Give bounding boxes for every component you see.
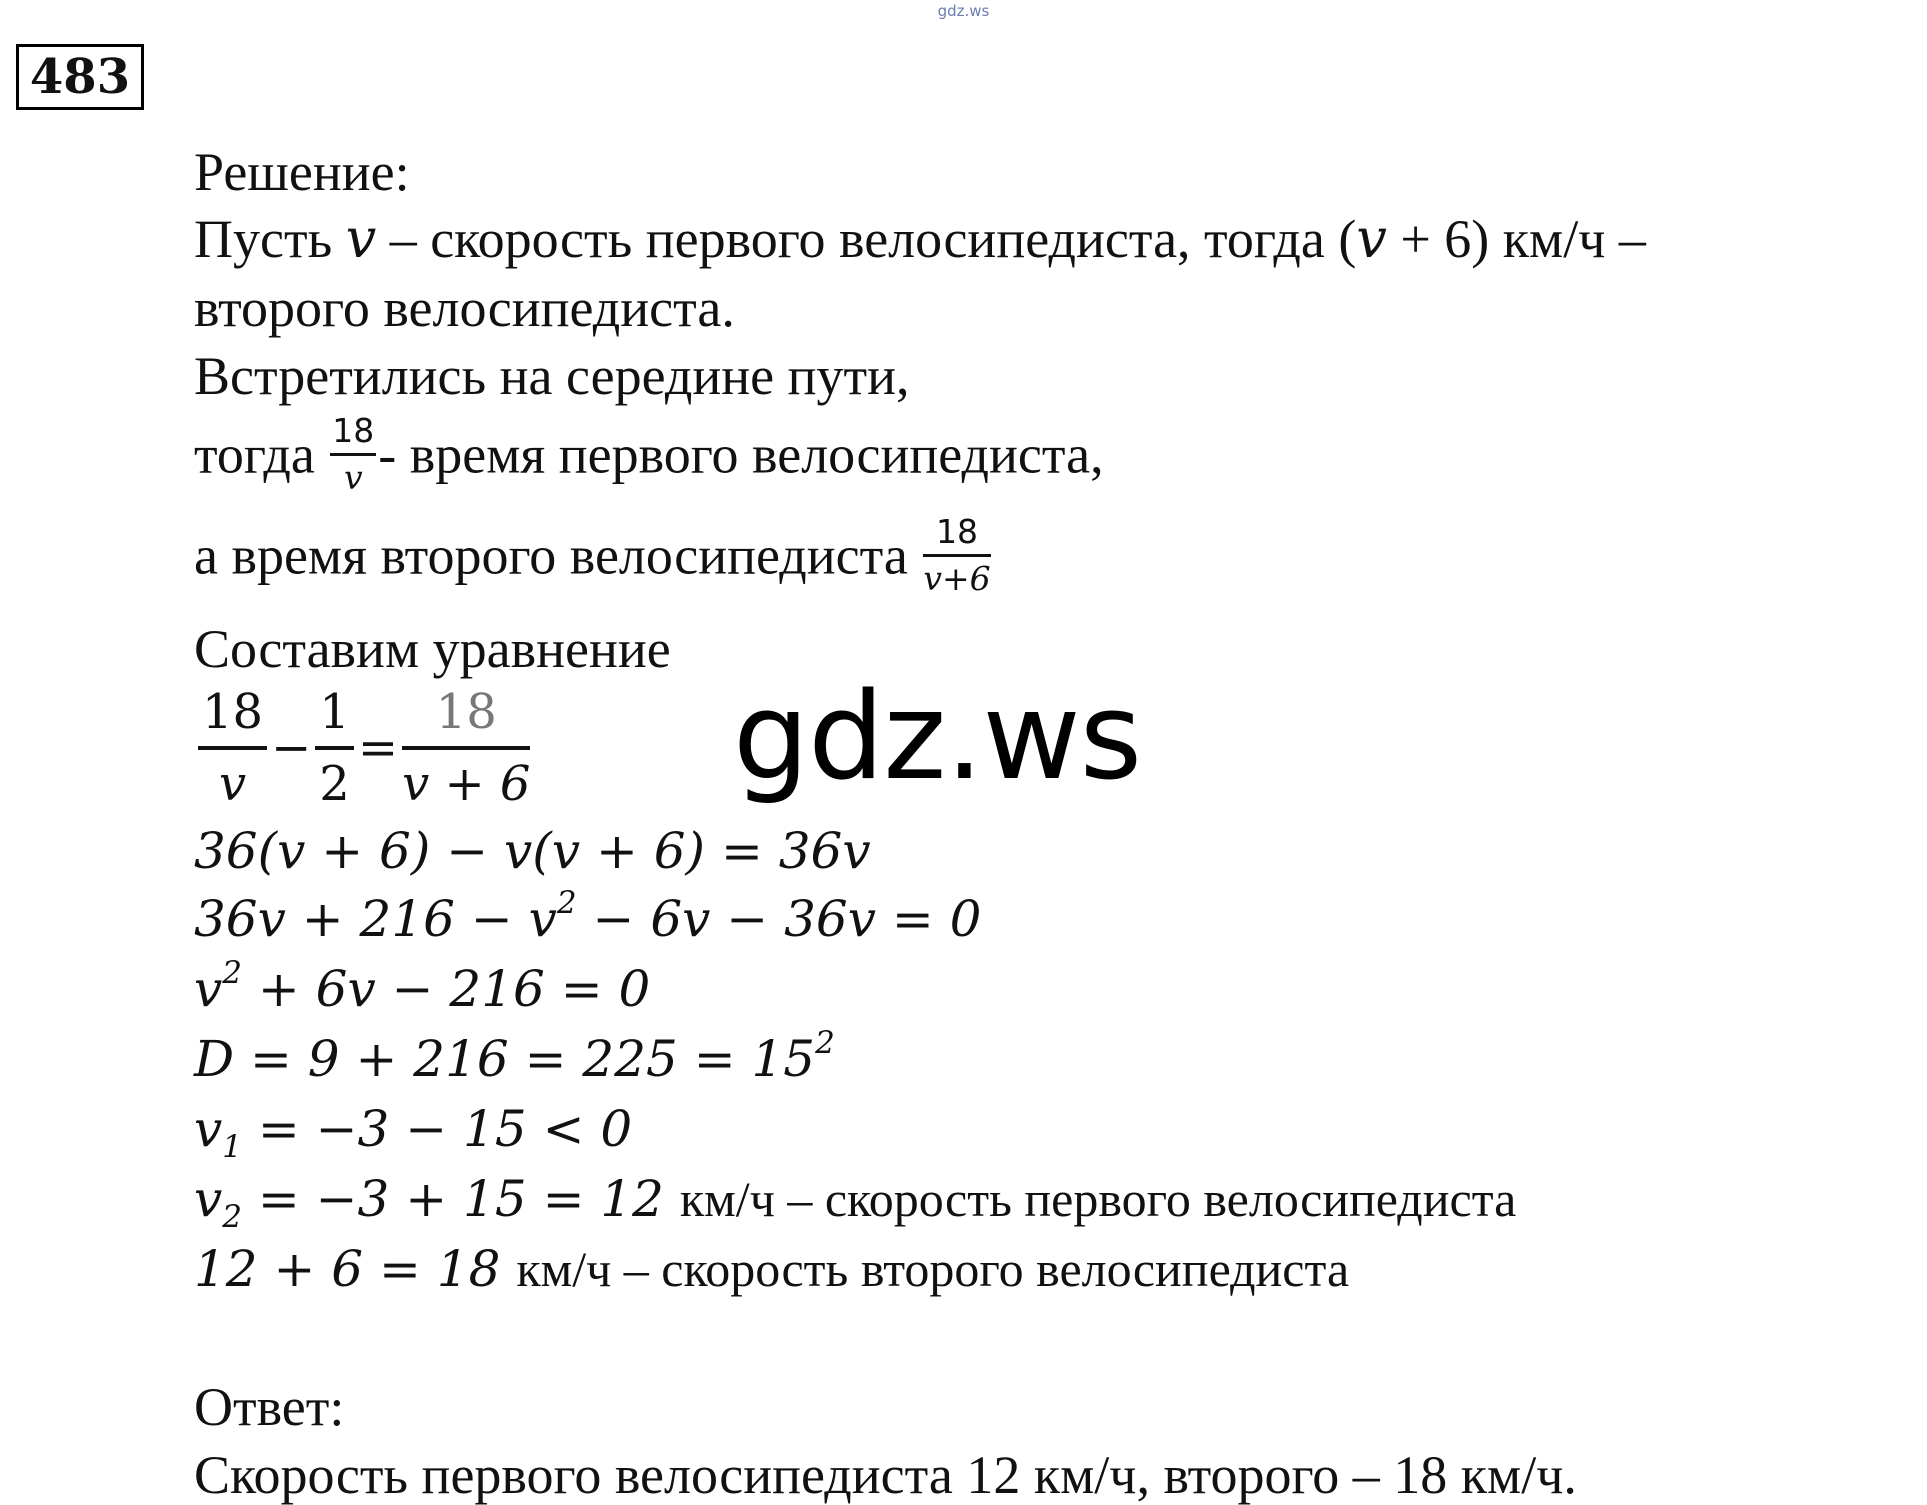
step-3 [194,954,651,1018]
subscript: 2 [222,1198,242,1235]
step-text: D = 9 + 216 = 225 = 15 [194,1030,816,1088]
fraction-18-over-v-plus-6 [402,682,530,814]
step-text: 36v + 216 − v [194,890,557,948]
variable-v: v [345,207,377,270]
fraction-1-over-2 [315,682,354,814]
exponent: 2 [815,1024,835,1061]
fraction-18-over-v [198,682,267,814]
answer-label: Ответ: [194,1377,345,1437]
intro-text: + 6) км/ч – [1386,209,1646,269]
subscript: 1 [222,1128,242,1165]
variable-v: v [1356,207,1387,270]
problem-number: 483 [16,44,144,110]
intro-line-2: второго велосипедиста. [194,278,735,338]
equation-line [194,682,534,814]
step-2 [194,884,982,948]
step-text: − 6v − 36v = 0 [576,890,982,948]
fraction-second-time [923,513,990,598]
compose-label: Составим уравнение [194,619,671,679]
fraction-numerator: 18 [923,513,990,557]
answer-text: Скорость первого велосипедиста 12 км/ч, второго – 18 км/ч. [194,1445,1577,1505]
intro-text: тогда [194,424,329,485]
minus-sign: − [271,720,312,776]
intro-text: - время первого велосипедиста, [378,424,1104,485]
fraction-denominator: v + 6 [402,756,531,812]
intro-line-1 [194,207,1646,270]
fraction-denominator: 2 [319,756,350,812]
intro-line-3: Встретились на середине пути, [194,346,910,406]
step-4 [194,1024,835,1088]
fraction-first-time [330,412,376,497]
step-text: v [194,1170,223,1228]
step-text: км/ч – скорость второго велосипедиста [516,1241,1350,1297]
equals-sign: = [357,720,399,776]
exponent: 2 [222,954,242,991]
step-5 [194,1100,633,1165]
step-text: v [194,960,223,1018]
intro-text: – скорость первого велосипедиста, тогда ( [376,209,1357,269]
watermark-top: gdz.ws [937,2,990,20]
solution-label: Решение: [194,142,410,202]
fraction-denominator: v [343,457,363,497]
exponent: 2 [556,884,577,921]
step-text: = −3 − 15 < 0 [241,1100,633,1158]
intro-line-4 [194,412,1104,497]
watermark: gdz.ws [733,668,1142,807]
step-text: v [194,1100,223,1158]
step-text: + 6v − 216 = 0 [241,960,651,1018]
intro-text: а время второго велосипедиста [194,525,922,586]
step-1: 36(v + 6) − v(v + 6) = 36v [194,822,871,880]
intro-line-5 [194,513,993,598]
fraction-denominator: v+6 [923,558,991,598]
step-text: км/ч – скорость первого велосипедиста [679,1171,1517,1227]
fraction-numerator: 18 [330,412,376,456]
step-text: = −3 + 15 = 12 [241,1170,680,1228]
fraction-numerator: 18 [198,682,267,750]
step-text: 12 + 6 = 18 [194,1240,517,1298]
fraction-numerator: 18 [402,682,530,750]
step-7 [194,1240,1350,1298]
intro-text: Пусть [194,209,346,269]
fraction-numerator: 1 [315,682,354,750]
step-6 [194,1170,1517,1235]
fraction-denominator: v [218,756,247,812]
